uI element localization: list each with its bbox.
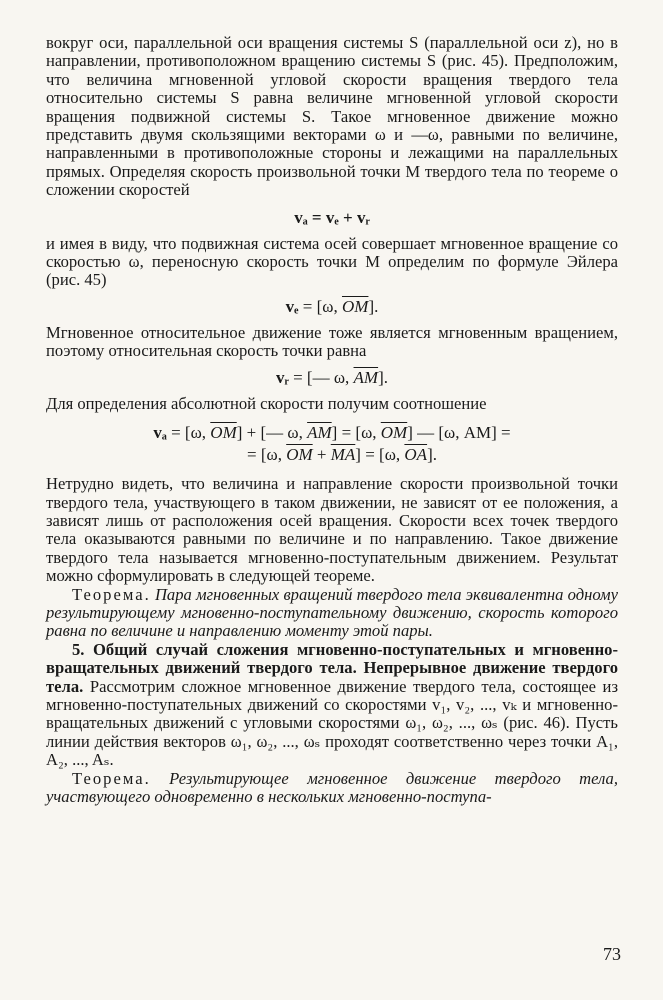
formula-velocity-sum: [46, 208, 618, 228]
formula-4-am1: $\overline{AM}$: [307, 423, 332, 443]
paragraph-5: Нетрудно видеть, что величина и направление скорости произвольной точки твердого тела, участвующего в таком движении, не зависят от ее положения, а зависят лишь от расположения осей вращения. Скорости всех точек твердого тела оказываются равными по величине и по направлению. Такое движение твердого тела называется мгновенно-поступательным движением. Результат можно сформулировать в следующей теореме.: [46, 474, 618, 586]
formula-euler: [46, 297, 618, 317]
formula-4-lhs: vₐ: [153, 423, 167, 443]
formula-5-oa: $\overline{OA}$: [404, 445, 428, 465]
paragraph-2: и имея в виду, что подвижная система осей совершает мгновенное вращение со скоростью ω, переносную скорость точки M определим по формуле Эйлера (рис. 45): [46, 233, 618, 290]
formula-3-lhs: vᵣ: [276, 367, 289, 387]
theorem-1: [46, 586, 618, 641]
formula-4-b: ] + [— ω,: [236, 423, 308, 443]
text-column: [46, 34, 618, 806]
theorem-1-label: Теорема.: [72, 584, 151, 604]
paragraph-4: Для определения абсолютной скорости получим соотношение: [46, 393, 487, 413]
formula-3-end: ].: [378, 367, 388, 387]
formula-2-lhs: vₑ: [285, 296, 299, 316]
formula-5-b: +: [312, 445, 331, 465]
formula-4-c: ] = [ω,: [331, 423, 381, 443]
section-5-heading: 5. Общий случай сложения мгновенно-поступательных и мгновенно-вращательных движений твердого тела. Непрерывное движение твердого тела.: [46, 639, 618, 696]
formula-2-end: ].: [368, 296, 379, 316]
formula-5-a: = [ω,: [247, 445, 287, 465]
paragraph-1: вокруг оси, параллельной оси вращения системы S (параллельной оси z), но в направлении, противоположном вращению системы S (рис. 45). Предположим, что величина мгновенной угловой скорости вращения твердого тела относительно системы S равна величине мгновенной угловой скорости вращения подвижной системы S. Такое мгновенное движение можно представить двумя скользящими векторами ω и —ω, равными по величине, направленными в противоположные стороны и лежащими на параллельных прямых. Определяя скорость произвольной точки M твердого тела по теореме о сложении скоростей: [46, 33, 618, 200]
formula-1-lhs: vₐ: [294, 207, 308, 227]
formula-5-ma: $\overline{MA}$: [330, 445, 356, 465]
paragraph-3: Мгновенное относительное движение тоже является мгновенным вращением, поэтому относительная скорость точки равна: [46, 322, 618, 361]
section-5: [46, 641, 618, 770]
formula-1-rhs: = vₑ + vᵣ: [311, 207, 370, 227]
formula-4-om2: $\overline{OM}$: [380, 423, 408, 443]
formula-5-om: $\overline{OM}$: [286, 445, 313, 465]
formula-4-d: ] — [ω, AM] =: [407, 423, 511, 443]
theorem-2: [46, 770, 618, 807]
formula-2-om: $\overline{OM}$: [341, 296, 369, 316]
theorem-1-text: Пара мгновенных вращений твердого тела эквивалентна одному результирующему мгновенно-поступательному движению, скорость которого равна по величине и направлению моменту этой пары.: [46, 584, 618, 641]
formula-4-om1: $\overline{OM}$: [210, 423, 237, 443]
formula-3-mid: = [— ω,: [293, 367, 354, 387]
section-5-text: Рассмотрим сложное мгновенное движение твердого тела, состоящее из мгновенно-поступательных движений со скоростями v₁, v₂, ..., vₖ и мгновенно-вращательных движений с угловыми скоростями ω₁, ω₂, ..., ωₛ (рис. 46). Пусть линии действия векторов ω₁, ω₂, ..., ωₛ проходят соответственно через точки A₁, A₂, ..., Aₛ.: [46, 676, 618, 770]
page-number: 73: [603, 944, 621, 964]
formula-4-a: = [ω,: [171, 423, 211, 443]
formula-2-mid: = [ω,: [302, 296, 342, 316]
formula-absolute-velocity-line-2: [46, 445, 618, 465]
formula-5-d: ].: [427, 445, 437, 465]
theorem-2-label: Теорема.: [72, 768, 151, 788]
formula-5-c: ] = [ω,: [355, 445, 405, 465]
formula-relative-velocity: [46, 368, 618, 388]
theorem-2-text: Результирующее мгновенное движение твердого тела, участвующего одновременно в нескольких мгновенно-поступа-: [46, 768, 618, 806]
formula-3-am: $\overline{AM}$: [353, 367, 379, 387]
formula-absolute-velocity-line-1: [46, 423, 618, 443]
